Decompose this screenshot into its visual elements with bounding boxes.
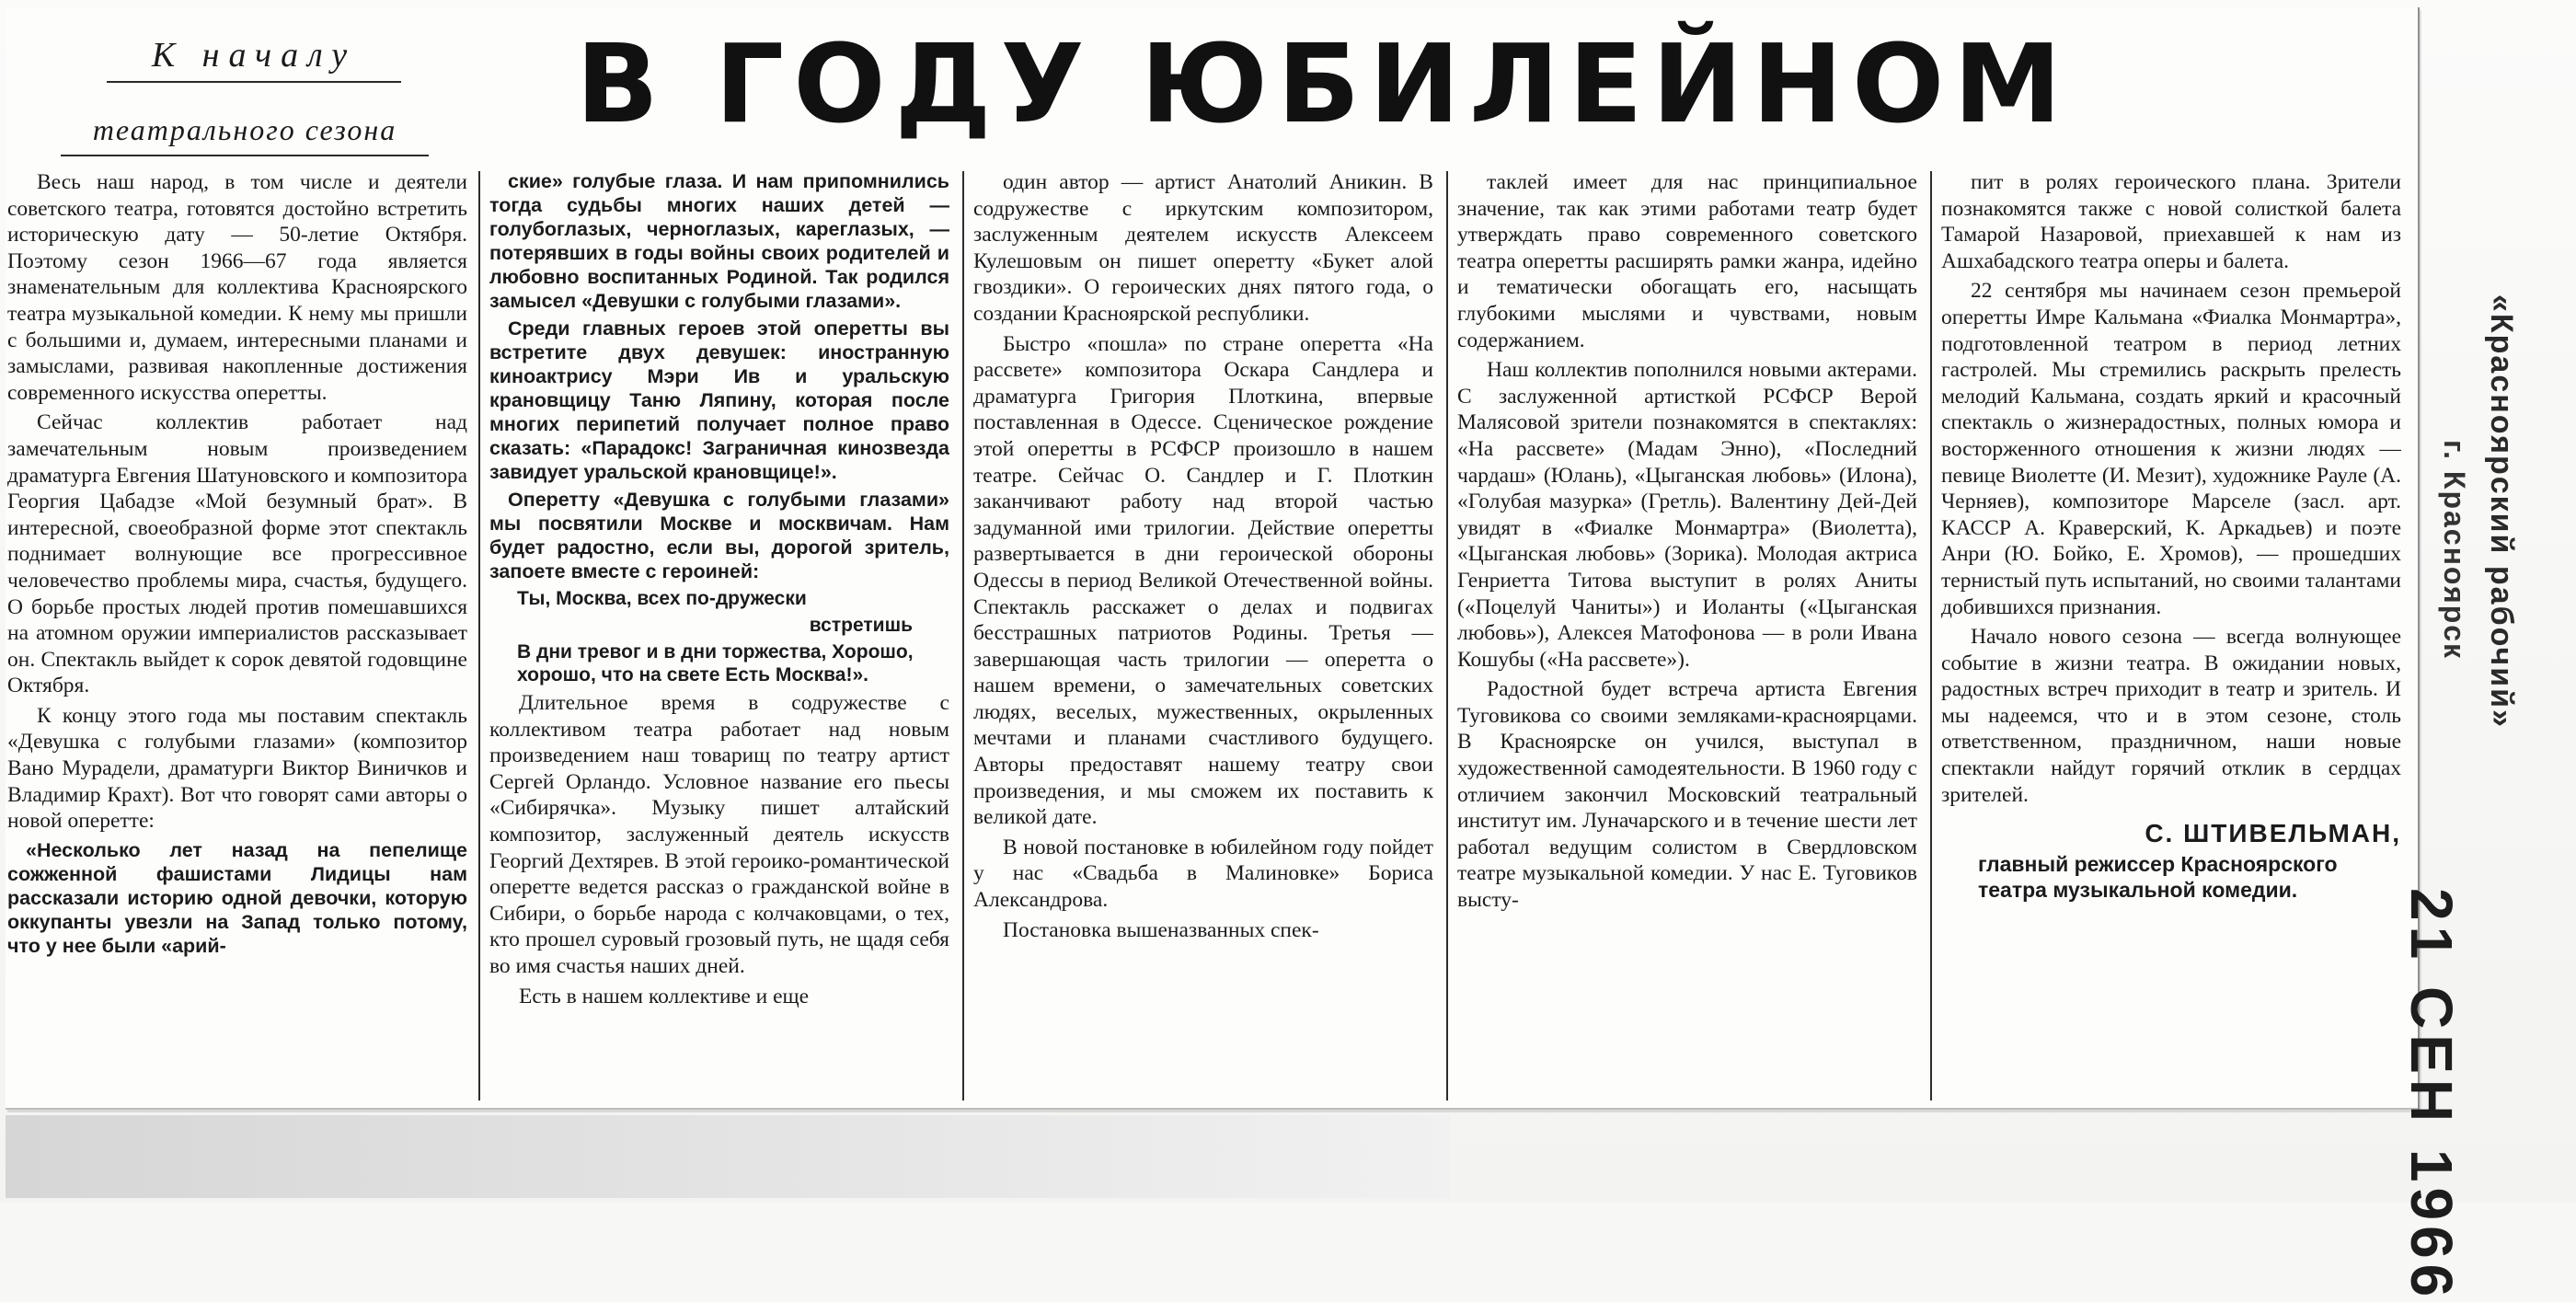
author-signature: С. ШТИВЕЛЬМАН,: [2145, 819, 2401, 848]
article-paragraph: ские» голубые глаза. И нам припомнились тогда судьбы многих наших детей — голубоглазых, черноглазых, кареглазых, — потерявших в годы войны своих родителей и любовно воспитанных Родиной. Так родился замысел «Девушки с голубыми глазами».: [489, 170, 949, 312]
article-paragraph: К концу этого года мы поставим спектакль «Девушка с голубыми глазами» (композитор Вано Мурадели, драматурги Виктор Виничков и Владимир Крахт). Вот что говорят сами авторы о новой оперетте:: [7, 703, 467, 834]
article-paragraph: Оперетту «Девушка с голубыми глазами» мы посвятили Москве и москвичам. Нам будет радостно, если вы, дорогой зритель, запоете вместе с героиней:: [489, 489, 949, 582]
article-column-3: [973, 169, 1433, 1104]
article-headline: В ГОДУ ЮБИЛЕЙНОМ: [576, 20, 2071, 147]
date-stamp: 21 СЕН 1966: [2398, 888, 2465, 1302]
rubric-divider-bottom: [61, 155, 429, 156]
article-paragraph: Ты, Москва, всех по-дружески: [517, 588, 807, 609]
article-paragraph: пит в ролях героического плана. Зрители познакомятся также с новой солисткой балета Тамарой Назаровой, приехавшей к нам из Ашхабадского театра оперы и балета.: [1941, 170, 2401, 273]
article-column-5: [1941, 169, 2401, 1104]
newspaper-clipping: [6, 7, 2420, 1110]
rubric-bottom: театрального сезона: [92, 113, 397, 146]
rubric-top: К началу: [151, 36, 357, 75]
article-paragraph: Среди главных героев этой оперетты вы встретите двух девушек: иностранную киноактрису Мэри Ив и уральскую крановщицу Таню Ляпину, которая после многих перипетий получает полное право сказать: «Парадокс! Заграничная кинозвезда завидует уральской крановщице!».: [489, 317, 949, 483]
article-paragraph: Наш коллектив пополнился новыми актерами. С заслуженной артисткой РСФСР Верой Малясовой зрители познакомятся в спектаклях: «На рассвете» (Мадам Энно), «Последний чардаш» (Юлань), «Цыганская любовь» (Илона), «Голубая мазурка» (Гретль). Валентину Дей-Дей увидят в «Фиалке Монмартра» (Виолетта), «Цыганская любовь» (Зорика). Молодая актриса Генриетта Титова выступит в ролях Аниты («Поцелуй Чаниты») и Иоланты («Цыганская любовь»), Алексея Матофонова — в роли Ивана Кошубы («На рассвете»).: [1457, 358, 1917, 672]
column-rule: [478, 171, 480, 1100]
column-rule: [1446, 171, 1448, 1100]
article-paragraph: встретишь: [809, 615, 913, 636]
column-rule: [962, 171, 964, 1100]
article-paragraph: В новой постановке в юбилейном году пойдет у нас «Свадьба в Малиновке» Бориса Александрова.: [973, 835, 1433, 913]
article-paragraph: Быстро «пошла» по стране оперетта «На рассвете» композитора Оскара Сандлера и драматурга Григория Плоткина, впервые поставленная в Одессе. Сценическое рождение этой оперетты в РСФСР произошло в нашем театре. Сейчас О. Сандлер и Г. Плоткин заканчивают работу над второй частью задуманной ими трилогии. Действие оперетты развертывается в дни героической обороны Одессы в период Великой Отечественной войны. Спектакль расскажет о делах и подвигах бесстрашных патриотов Родины. Третья — завершающая часть трилогии — оперетта о нашем времени, о замечательных советских людях, веселых, мужественных, окрыленных мечтами и планами счастливого будущего. Авторы предоставят нашему театру свои произведения, и мы сможем их поставить к великой дате.: [973, 331, 1433, 830]
rubric-divider-top: [107, 81, 401, 83]
article-paragraph: «Несколько лет назад на пепелище сожженной фашистами Лидицы нам рассказали историю одной девочки, которую оккупанты увезли на Запад только потому, что у нее были «арий-: [7, 838, 467, 957]
article-paragraph: Длительное время в содружестве с коллективом театра работает над новым произведением наш товарищ по театру артист Сергей Орландо. Условное название его пьесы «Сибирячка». Музыку пишет алтайский композитор, заслуженный деятель искусств Георгий Дехтярев. В этой героико-романтической оперетте ведется рассказ о гражданской войне в Сибири, о борьбе народа с колчаковцами, о тех, кто прошел суровый грозовый путь, не щадя себя во имя счастья наших дней.: [489, 691, 949, 978]
article-column-4: [1457, 169, 1917, 1104]
article-paragraph: Постановка вышеназванных спек-: [1003, 917, 1319, 942]
scan-shadow-strip: [6, 1115, 1450, 1198]
article-column-1: [7, 169, 467, 1104]
article-paragraph: Начало нового сезона — всегда волнующее событие в жизни театра. В ожидании новых, радостных встреч приходит в театр и зритель. И мы надеемся, что и в этом сезоне, столь ответственном, праздничном, наши новые спектакли найдут горячий отклик в сердцах зрителей.: [1941, 625, 2401, 807]
article-paragraph: таклей имеет для нас принципиальное значение, так как этими работами театр будет утверждать право современного советского театра оперетты расширять рамки жанра, идейно и тематически обогащать его, насыщать глубокими мыслями и чувствами, новым содержанием.: [1457, 170, 1917, 352]
author-position: главный режиссер Красноярского театра музыкальной комедии.: [1978, 851, 2338, 902]
article-paragraph: один автор — артист Анатолий Аникин. В содружестве с иркутским композитором, заслуженным деятелем искусств Алексеем Кулешовым он пишет оперетту «Букет алой гвоздики». О героических днях пятого года, о создании Красноярской республики.: [973, 170, 1433, 326]
article-paragraph: Радостной будет встреча артиста Евгения Туговикова со своими земляками-красноярцами. В Красноярске он учился, выступал в художественной самодеятельности. В 1960 году с отличием закончил Московский театральный институт им. Луначарского и в течение шести лет работал ведущим солистом в Свердловском театре музыкальной комедии. У нас Е. Туговиков высту-: [1457, 677, 1917, 913]
article-column-2: [489, 169, 949, 1104]
column-rule: [1930, 171, 1932, 1100]
article-paragraph: Весь наш народ, в том числе и деятели советского театра, готовятся достойно встретить историческую дату — 50-летие Октября. Поэтому сезон 1966—67 года является знаменательным для коллектива Красноярского театра музыкальной комедии. К нему мы пришли с большими и, думаем, интересными планами и замыслами, развивая накопленные достижения современного искусства оперетты.: [7, 170, 467, 405]
article-paragraph: Есть в нашем коллективе и еще: [519, 984, 810, 1008]
city-stamp: г. Красноярск: [2438, 440, 2471, 661]
article-paragraph: 22 сентября мы начинаем сезон премьерой оперетты Имре Кальмана «Фиалка Монмартра», подготовленной театром в период летних гастролей. Мы стремились раскрыть прелесть мелодий Кальмана, создать яркий и красочный спектакль о жизнерадостных, полных юмора и восторженного отношения к жизни людях — певице Виолетте (И. Мезит), художнике Рауле (А. Черняев), композиторе Марселе (засл. арт. КАССР А. Кравeрский, К. Аркадьев) и поэте Анри (Ю. Бойко, Е. Хромов), — прошедших тернистый путь испытаний, но своими талантами добившихся признания.: [1941, 279, 2401, 619]
article-paragraph: В дни тревог и в дни торжества, Хорошо, хорошо, что на свете Есть Москва!».: [517, 641, 914, 686]
article-paragraph: Сейчас коллектив работает над замечательным новым произведением драматурга Евгения Шатуновского и композитора Георгия Цабадзе «Мой безумный брат». В интересной, своеобразной форме этот спектакль поднимает волнующие все прогрессивное человечество проблемы мира, счастья, будущего. О борьбе простых людей против помешавшихся на атомном оружии империалистов рассказывает он. Спектакль выйдет к сорок девятой годовщине Октября.: [7, 410, 467, 698]
newspaper-source-stamp: «Красноярский рабочий»: [2484, 294, 2519, 729]
